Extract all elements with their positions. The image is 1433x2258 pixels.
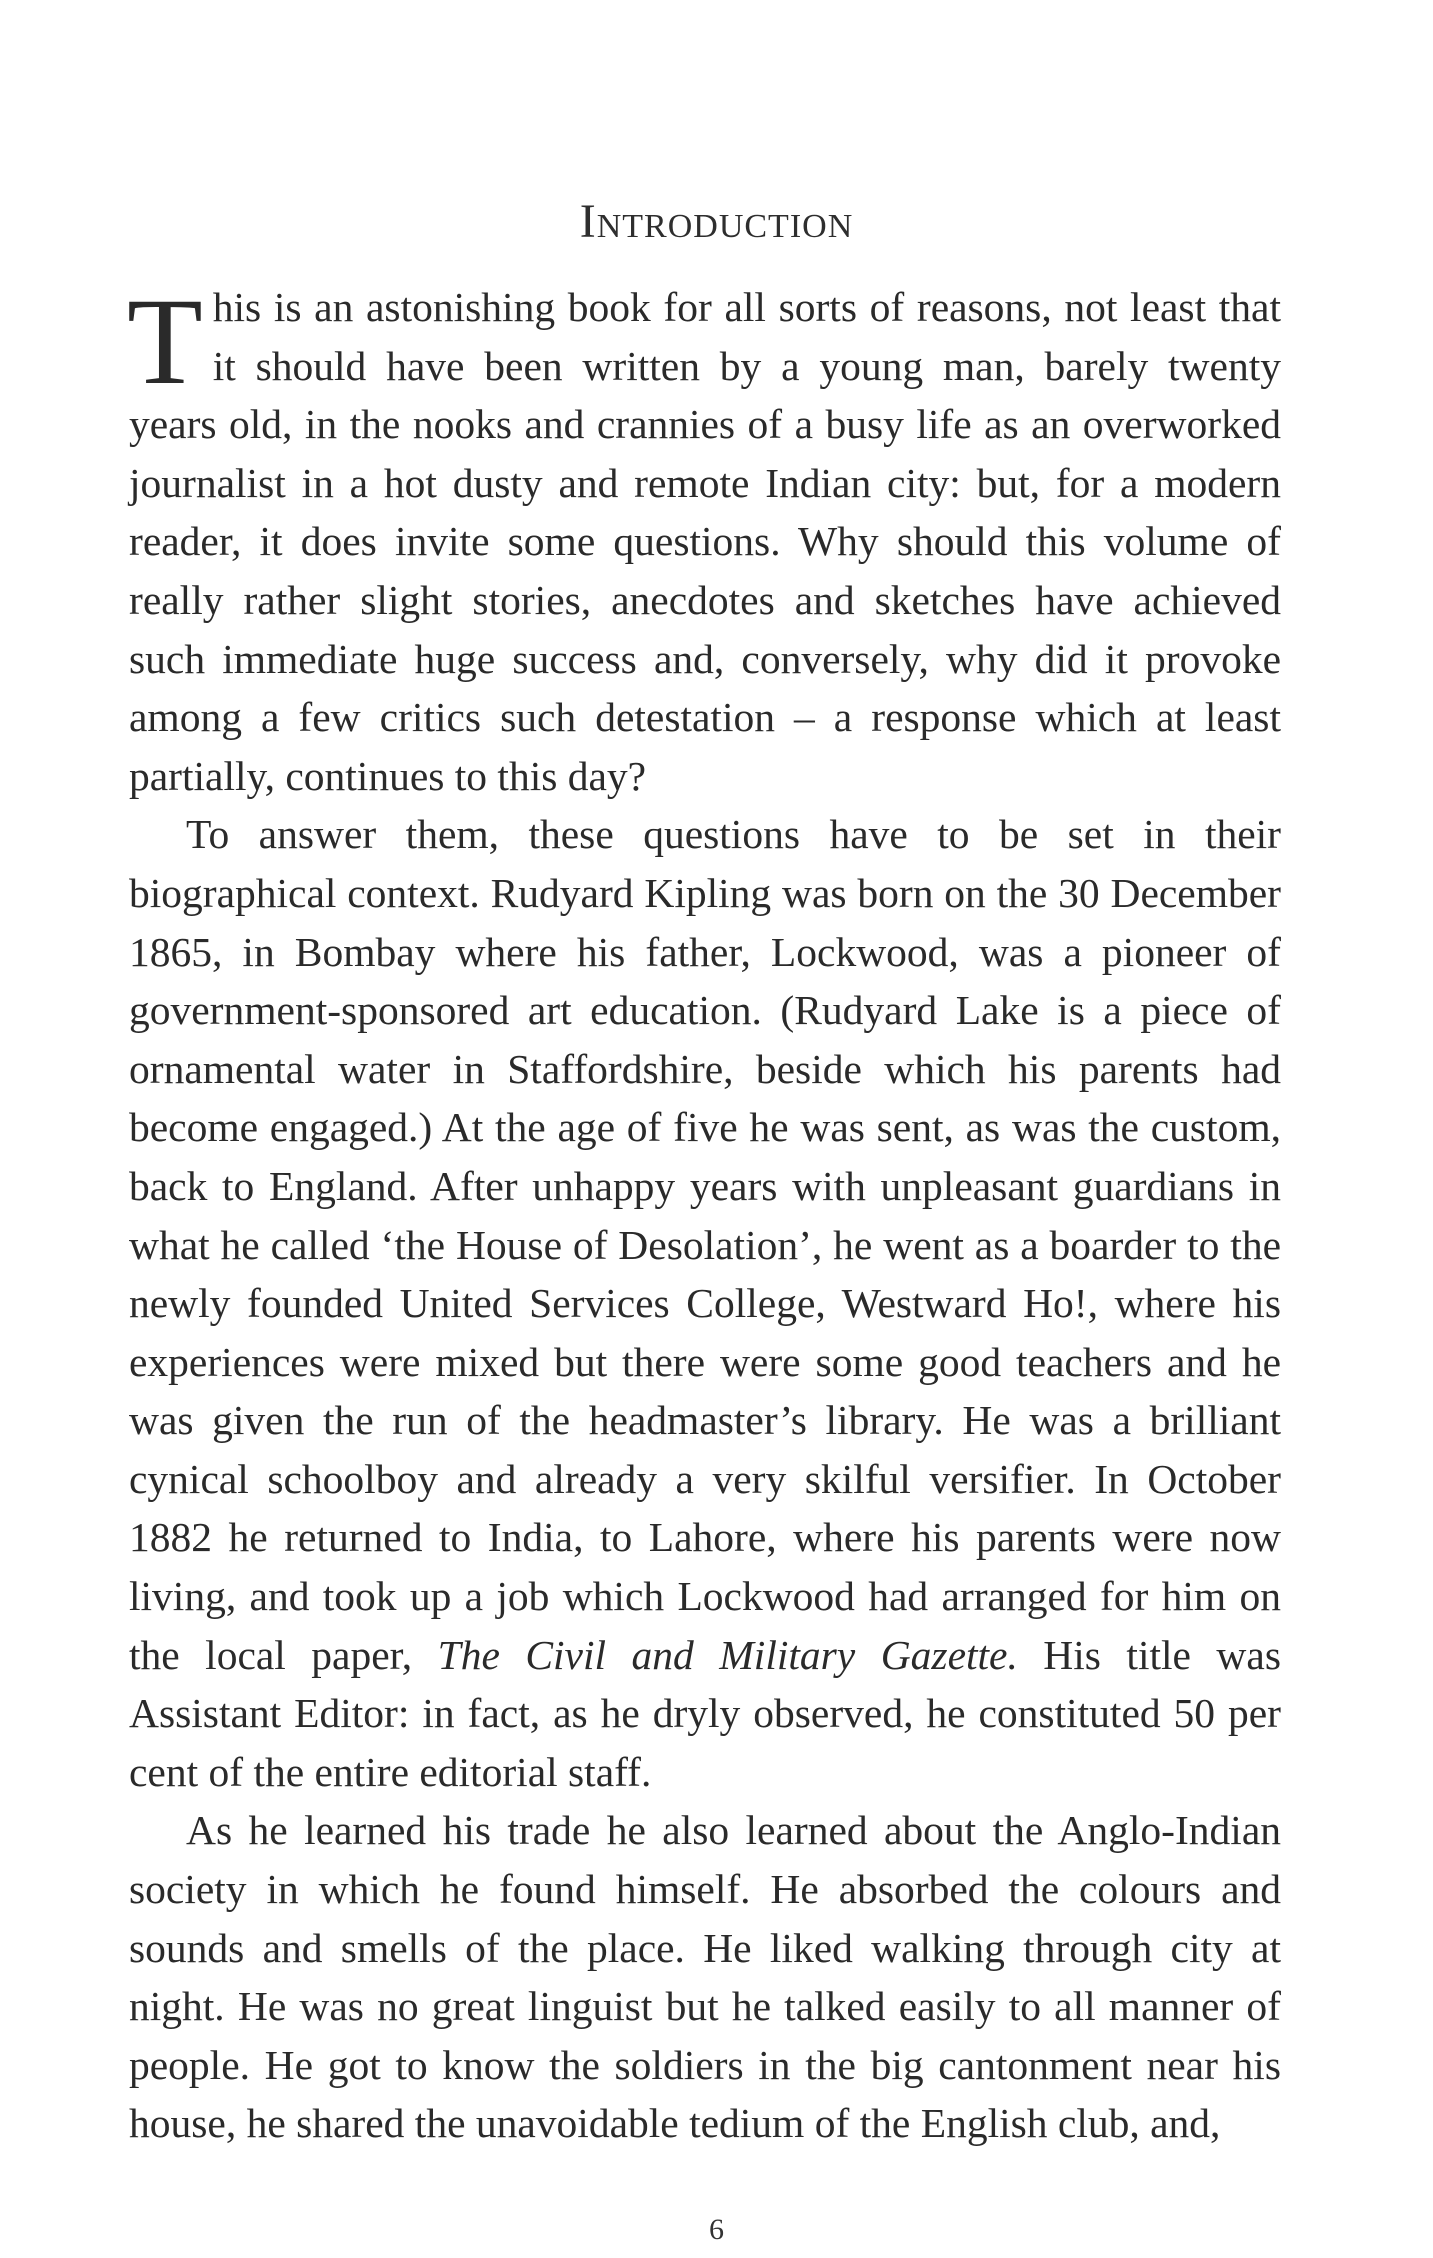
paragraph-3 (129, 1801, 1281, 2153)
paragraph-1-text: his is an astonishing book for all sorts of reasons, not least that it should have been written by a young man, barely twenty years old, in the nooks and crannies of a busy life as an overworked journalist in a hot dusty and remote Indian city: but, for a modern reader, it does invite some questions. Why should this volume of really rather slight stories, anecdotes and sketches have achieved such immediate huge success and, conversely, why did it provoke among a few critics such detestation – a response which at least partially, continues to this day? (129, 284, 1281, 799)
page-number: 6 (709, 2213, 724, 2246)
drop-cap: T (127, 273, 203, 410)
paragraph-1 (127, 273, 1281, 805)
paragraph-2-text-after: His title was Assistant Editor: in fact, as he dryly observed, he constituted 50 per cent of the entire editorial staff. (129, 1631, 1281, 1795)
body-text (127, 273, 1281, 2153)
newspaper-title: The Civil and Military Gazette. (437, 1631, 1018, 1678)
paragraph-3-text: As he learned his trade he also learned about the Anglo-Indian society in which he found himself. He absorbed the colours and sounds and smells of the place. He liked walking through city at night. He was no great linguist but he talked easily to all manner of people. He got to know the soldiers in the big cantonment near his house, he shared the unavoidable tedium of the English club, and, (129, 1807, 1281, 2147)
paragraph-2 (129, 805, 1281, 1801)
chapter-heading: Introduction (579, 195, 854, 249)
paragraph-2-text-before: To answer them, these questions have to be set in their biographical context. Rudyard Kipling was born on the 30 December 1865, in Bombay where his father, Lockwood, was a pioneer of government-sponsored art education. (Rudyard Lake is a piece of ornamental water in Staffordshire, beside which his parents had become engaged.) At the age of five he was sent, as was the custom, back to England. After unhappy years with unpleasant guardians in what he called ‘the House of Desolation’, he went as a boarder to the newly founded United Services College, Westward Ho!, where his experiences were mixed but there were some good teachers and he was given the run of the headmaster’s library. He was a brilliant cynical schoolboy and already a very skilful versifier. In October 1882 he returned to India, to Lahore, where his parents were now living, and took up a job which Lockwood had arranged for him on the local paper, (129, 811, 1281, 1678)
